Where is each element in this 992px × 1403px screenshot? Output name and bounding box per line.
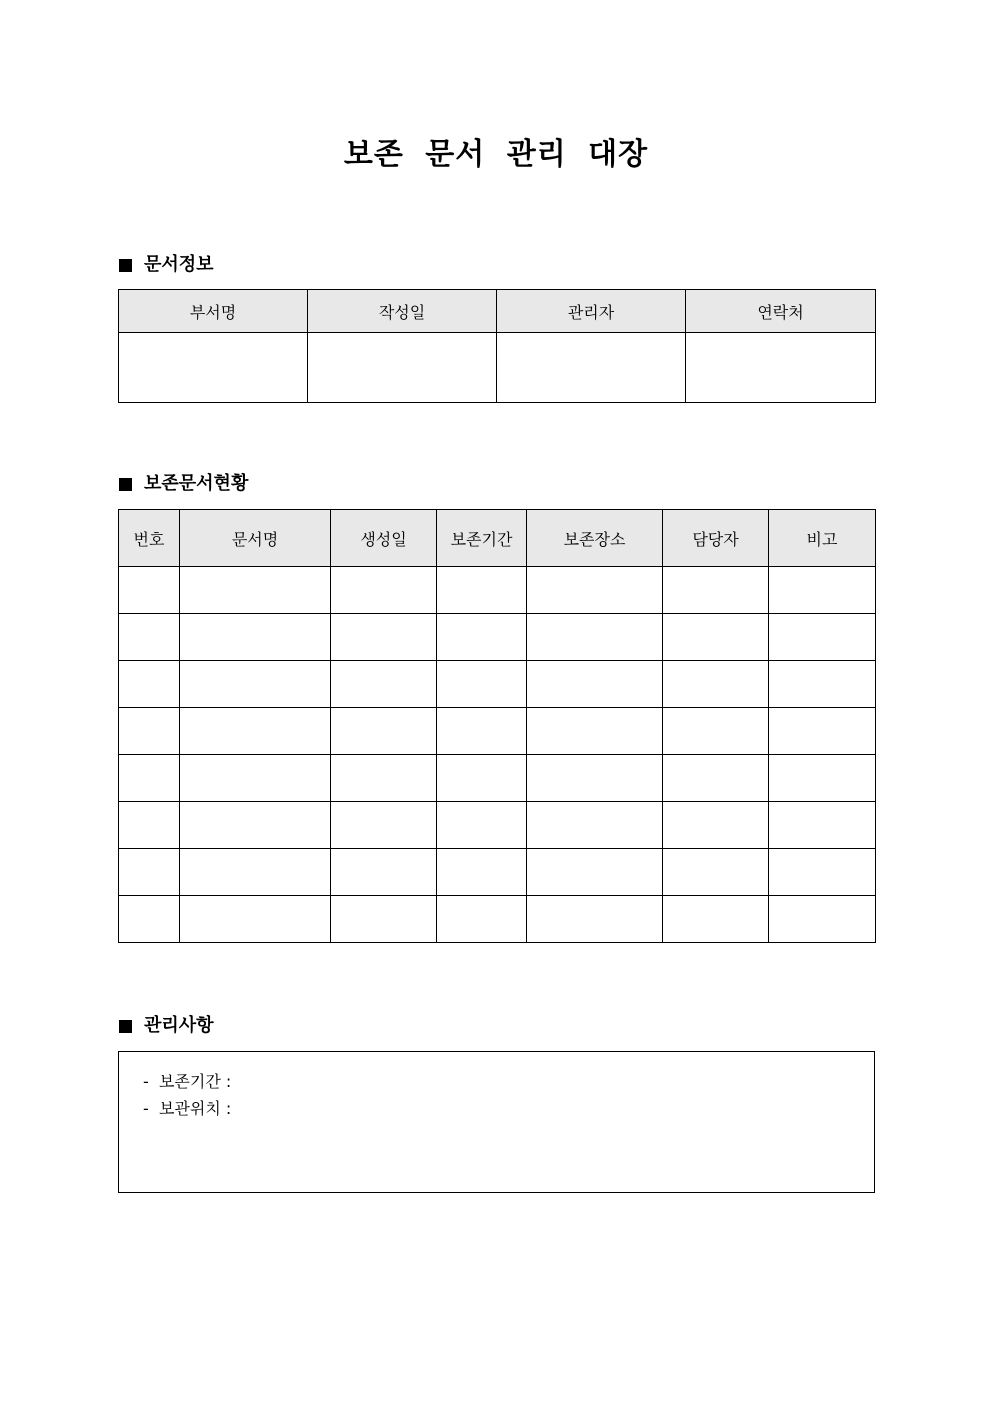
table-cell[interactable] (769, 755, 876, 802)
department-cell[interactable] (119, 333, 308, 403)
table-cell[interactable] (119, 661, 180, 708)
section-heading-notes (119, 1014, 214, 1038)
table-cell[interactable] (180, 661, 331, 708)
table-cell[interactable] (331, 849, 437, 896)
table-cell[interactable] (331, 802, 437, 849)
table-header-row (119, 290, 876, 333)
table-cell[interactable] (437, 849, 527, 896)
created-date-cell[interactable] (308, 333, 497, 403)
table-cell[interactable] (663, 614, 769, 661)
table-cell[interactable] (769, 896, 876, 943)
header-person-in-charge: 담당자 (663, 510, 769, 567)
table-cell[interactable] (437, 708, 527, 755)
table-cell[interactable] (437, 567, 527, 614)
table-cell[interactable] (331, 661, 437, 708)
section-heading-label: 문서정보 (144, 254, 214, 275)
table-cell[interactable] (527, 614, 663, 661)
table-cell[interactable] (180, 708, 331, 755)
table-cell[interactable] (119, 708, 180, 755)
header-retention-period: 보존기간 (437, 510, 527, 567)
table-row (119, 661, 876, 708)
table-cell[interactable] (527, 567, 663, 614)
table-cell[interactable] (119, 896, 180, 943)
table-cell[interactable] (527, 802, 663, 849)
table-cell[interactable] (769, 567, 876, 614)
header-manager: 관리자 (497, 290, 686, 333)
section-heading-status (119, 472, 248, 496)
header-number: 번호 (119, 510, 180, 567)
table-cell[interactable] (663, 567, 769, 614)
table-cell[interactable] (527, 849, 663, 896)
table-header-row (119, 510, 876, 567)
table-cell[interactable] (119, 567, 180, 614)
black-square-icon (119, 478, 132, 491)
table-row (119, 755, 876, 802)
table-cell[interactable] (769, 614, 876, 661)
header-storage-location: 보존장소 (527, 510, 663, 567)
table-cell[interactable] (663, 755, 769, 802)
table-row (119, 896, 876, 943)
table-cell[interactable] (119, 614, 180, 661)
header-creation-date: 생성일 (331, 510, 437, 567)
table-cell[interactable] (119, 802, 180, 849)
table-cell[interactable] (527, 755, 663, 802)
table-cell[interactable] (180, 614, 331, 661)
table-cell[interactable] (437, 755, 527, 802)
black-square-icon (119, 259, 132, 272)
table-cell[interactable] (331, 896, 437, 943)
table-cell[interactable] (119, 849, 180, 896)
table-row (119, 333, 876, 403)
black-square-icon (119, 1020, 132, 1033)
table-cell[interactable] (527, 661, 663, 708)
table-cell[interactable] (180, 849, 331, 896)
table-row (119, 802, 876, 849)
table-cell[interactable] (331, 567, 437, 614)
table-cell[interactable] (437, 896, 527, 943)
header-department: 부서명 (119, 290, 308, 333)
table-cell[interactable] (663, 802, 769, 849)
table-cell[interactable] (663, 661, 769, 708)
section-heading-doc-info (119, 253, 214, 277)
header-remarks: 비고 (769, 510, 876, 567)
table-cell[interactable] (769, 849, 876, 896)
table-cell[interactable] (769, 708, 876, 755)
table-cell[interactable] (331, 708, 437, 755)
page-title: 보존 문서 관리 대장 (343, 137, 649, 172)
header-document-name: 문서명 (180, 510, 331, 567)
table-row (119, 849, 876, 896)
table-cell[interactable] (769, 661, 876, 708)
table-cell[interactable] (437, 802, 527, 849)
table-cell[interactable] (663, 849, 769, 896)
table-cell[interactable] (663, 896, 769, 943)
contact-cell[interactable] (686, 333, 876, 403)
table-cell[interactable] (769, 802, 876, 849)
table-cell[interactable] (180, 896, 331, 943)
table-cell[interactable] (180, 755, 331, 802)
table-cell[interactable] (437, 661, 527, 708)
header-contact: 연락처 (686, 290, 876, 333)
table-cell[interactable] (180, 567, 331, 614)
section-heading-label: 관리사항 (144, 1015, 214, 1036)
table-cell[interactable] (437, 614, 527, 661)
table-row (119, 567, 876, 614)
note-retention-period: - 보존기간 : (143, 1072, 232, 1091)
table-cell[interactable] (331, 614, 437, 661)
doc-info-table (118, 289, 876, 403)
table-cell[interactable] (331, 755, 437, 802)
notes-box[interactable] (118, 1051, 875, 1193)
header-created-date: 작성일 (308, 290, 497, 333)
table-cell[interactable] (527, 708, 663, 755)
manager-cell[interactable] (497, 333, 686, 403)
table-cell[interactable] (180, 802, 331, 849)
table-row (119, 708, 876, 755)
status-table (118, 509, 876, 943)
table-cell[interactable] (527, 896, 663, 943)
note-storage-location: - 보관위치 : (143, 1099, 232, 1118)
table-row (119, 614, 876, 661)
table-cell[interactable] (119, 755, 180, 802)
section-heading-label: 보존문서현황 (144, 473, 249, 494)
table-cell[interactable] (663, 708, 769, 755)
